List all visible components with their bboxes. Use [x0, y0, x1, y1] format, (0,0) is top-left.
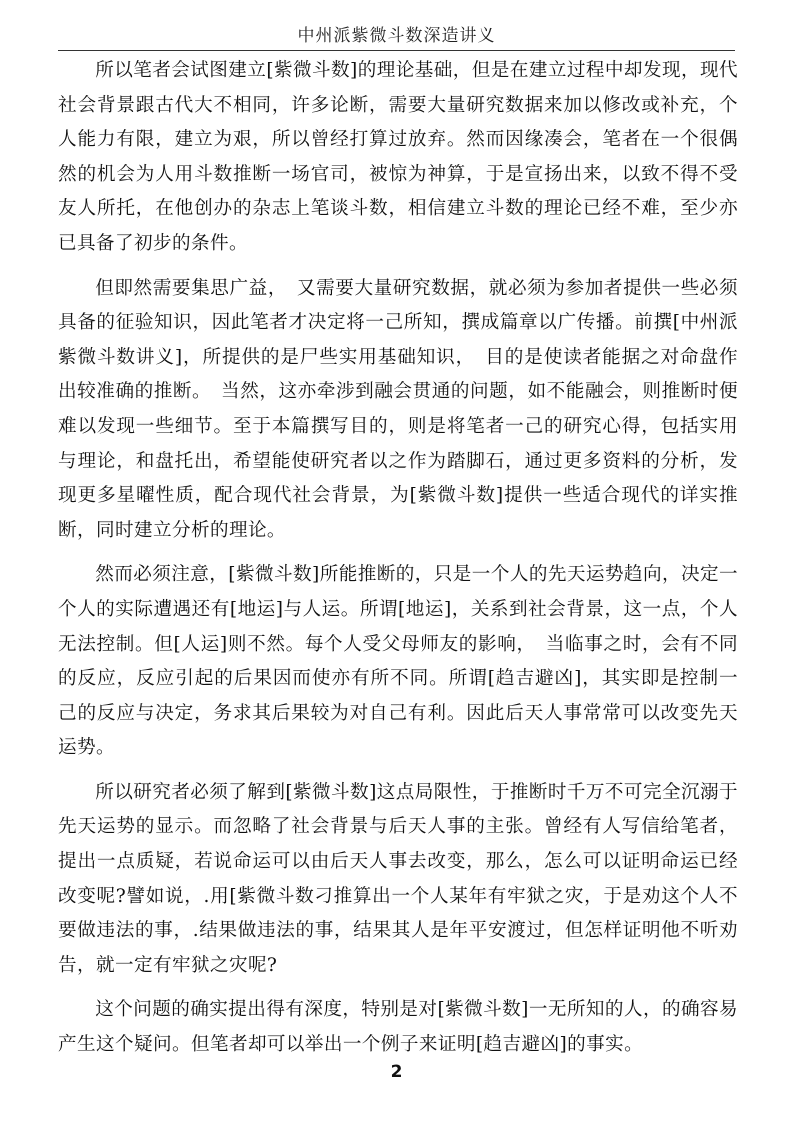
paragraph-5: 这个问题的确实提出得有深度，特别是对[紫微斗数]一无所知的人，的确容易产生这个疑问。但笔者却可以举出一个例子来证明[趋吉避凶]的事实。 [58, 999, 738, 1056]
page-number: 2 [390, 1062, 403, 1082]
paragraph-4: 所以研究者必须了解到[紫微斗数]这点局限性，于推断时千万不可完全沉溺于先天运势的显示。而忽略了社会背景与后天人事的主张。曾经有人写信给笔者，提出一点质疑，若说命运可以由后天人事去改变，那么，怎么可以证明命运已经改变呢?譬如说，.用[紫微斗数刁推算出一个人某年有牢狱之灾，于是劝这个人不要做违法的事，.结果做违法的事，结果其人是年平安渡过，但怎样证明他不听劝告，就一定有牢狱之灾呢? [58, 781, 738, 976]
paragraph-2: 但即然需要集思广益， 又需要大量研究数据，就必须为参加者提供一些必须具备的征验知识，因此笔者才决定将一己所知，撰成篇章以广传播。前撰[中州派紫微斗数讲义]，所提供的是尸些实用基础知识， 目的是使读者能据之对命盘作出较准确的推断。 当然，这亦牵涉到融会贯通的问题，如不能融会，则推断时便难以发现一些细节。至于本篇撰写目的，则是将笔者一己的研究心得，包括实用与理论，和盘托出，希望能使研究者以之作为踏脚石，通过更多资料的分析，发现更多星曜性质，配合现代社会背景，为[紫微斗数]提供一些适合现代的详实推断，同时建立分析的理论。 [58, 277, 738, 541]
paragraph-3: 然而必须注意，[紫微斗数]所能推断的，只是一个人的先天运势趋向，决定一个人的实际遭遇还有[地运]与人运。所谓[地运]，关系到社会背景，这一点，个人无法控制。但[人运]则不然。每个人受父母师友的影响， 当临事之时，会有不同的反应，反应引起的后果因而使亦有所不同。所谓[趋吉避凶]，其实即是控制一己的反应与决定，务求其后果较为对自己有利。因此后天人事常常可以改变先天运势。 [58, 564, 738, 759]
paragraph-1: 所以笔者会试图建立[紫微斗数]的理论基础，但是在建立过程中却发现，现代社会背景跟古代大不相同，许多论断，需要大量研究数据来加以修改或补充，个人能力有限，建立为艰，所以曾经打算过放弃。然而因缘凑会，笔者在一个很偶然的机会为人用斗数推断一场官司，被惊为神算，于是宣扬出来，以致不得不受友人所托，在他创办的杂志上笔谈斗数，相信建立斗数的理论已经不难，至少亦已具备了初步的条件。 [58, 60, 738, 254]
body-text [58, 54, 738, 1063]
running-header: 中州派紫微斗数深造讲义 [58, 22, 735, 51]
